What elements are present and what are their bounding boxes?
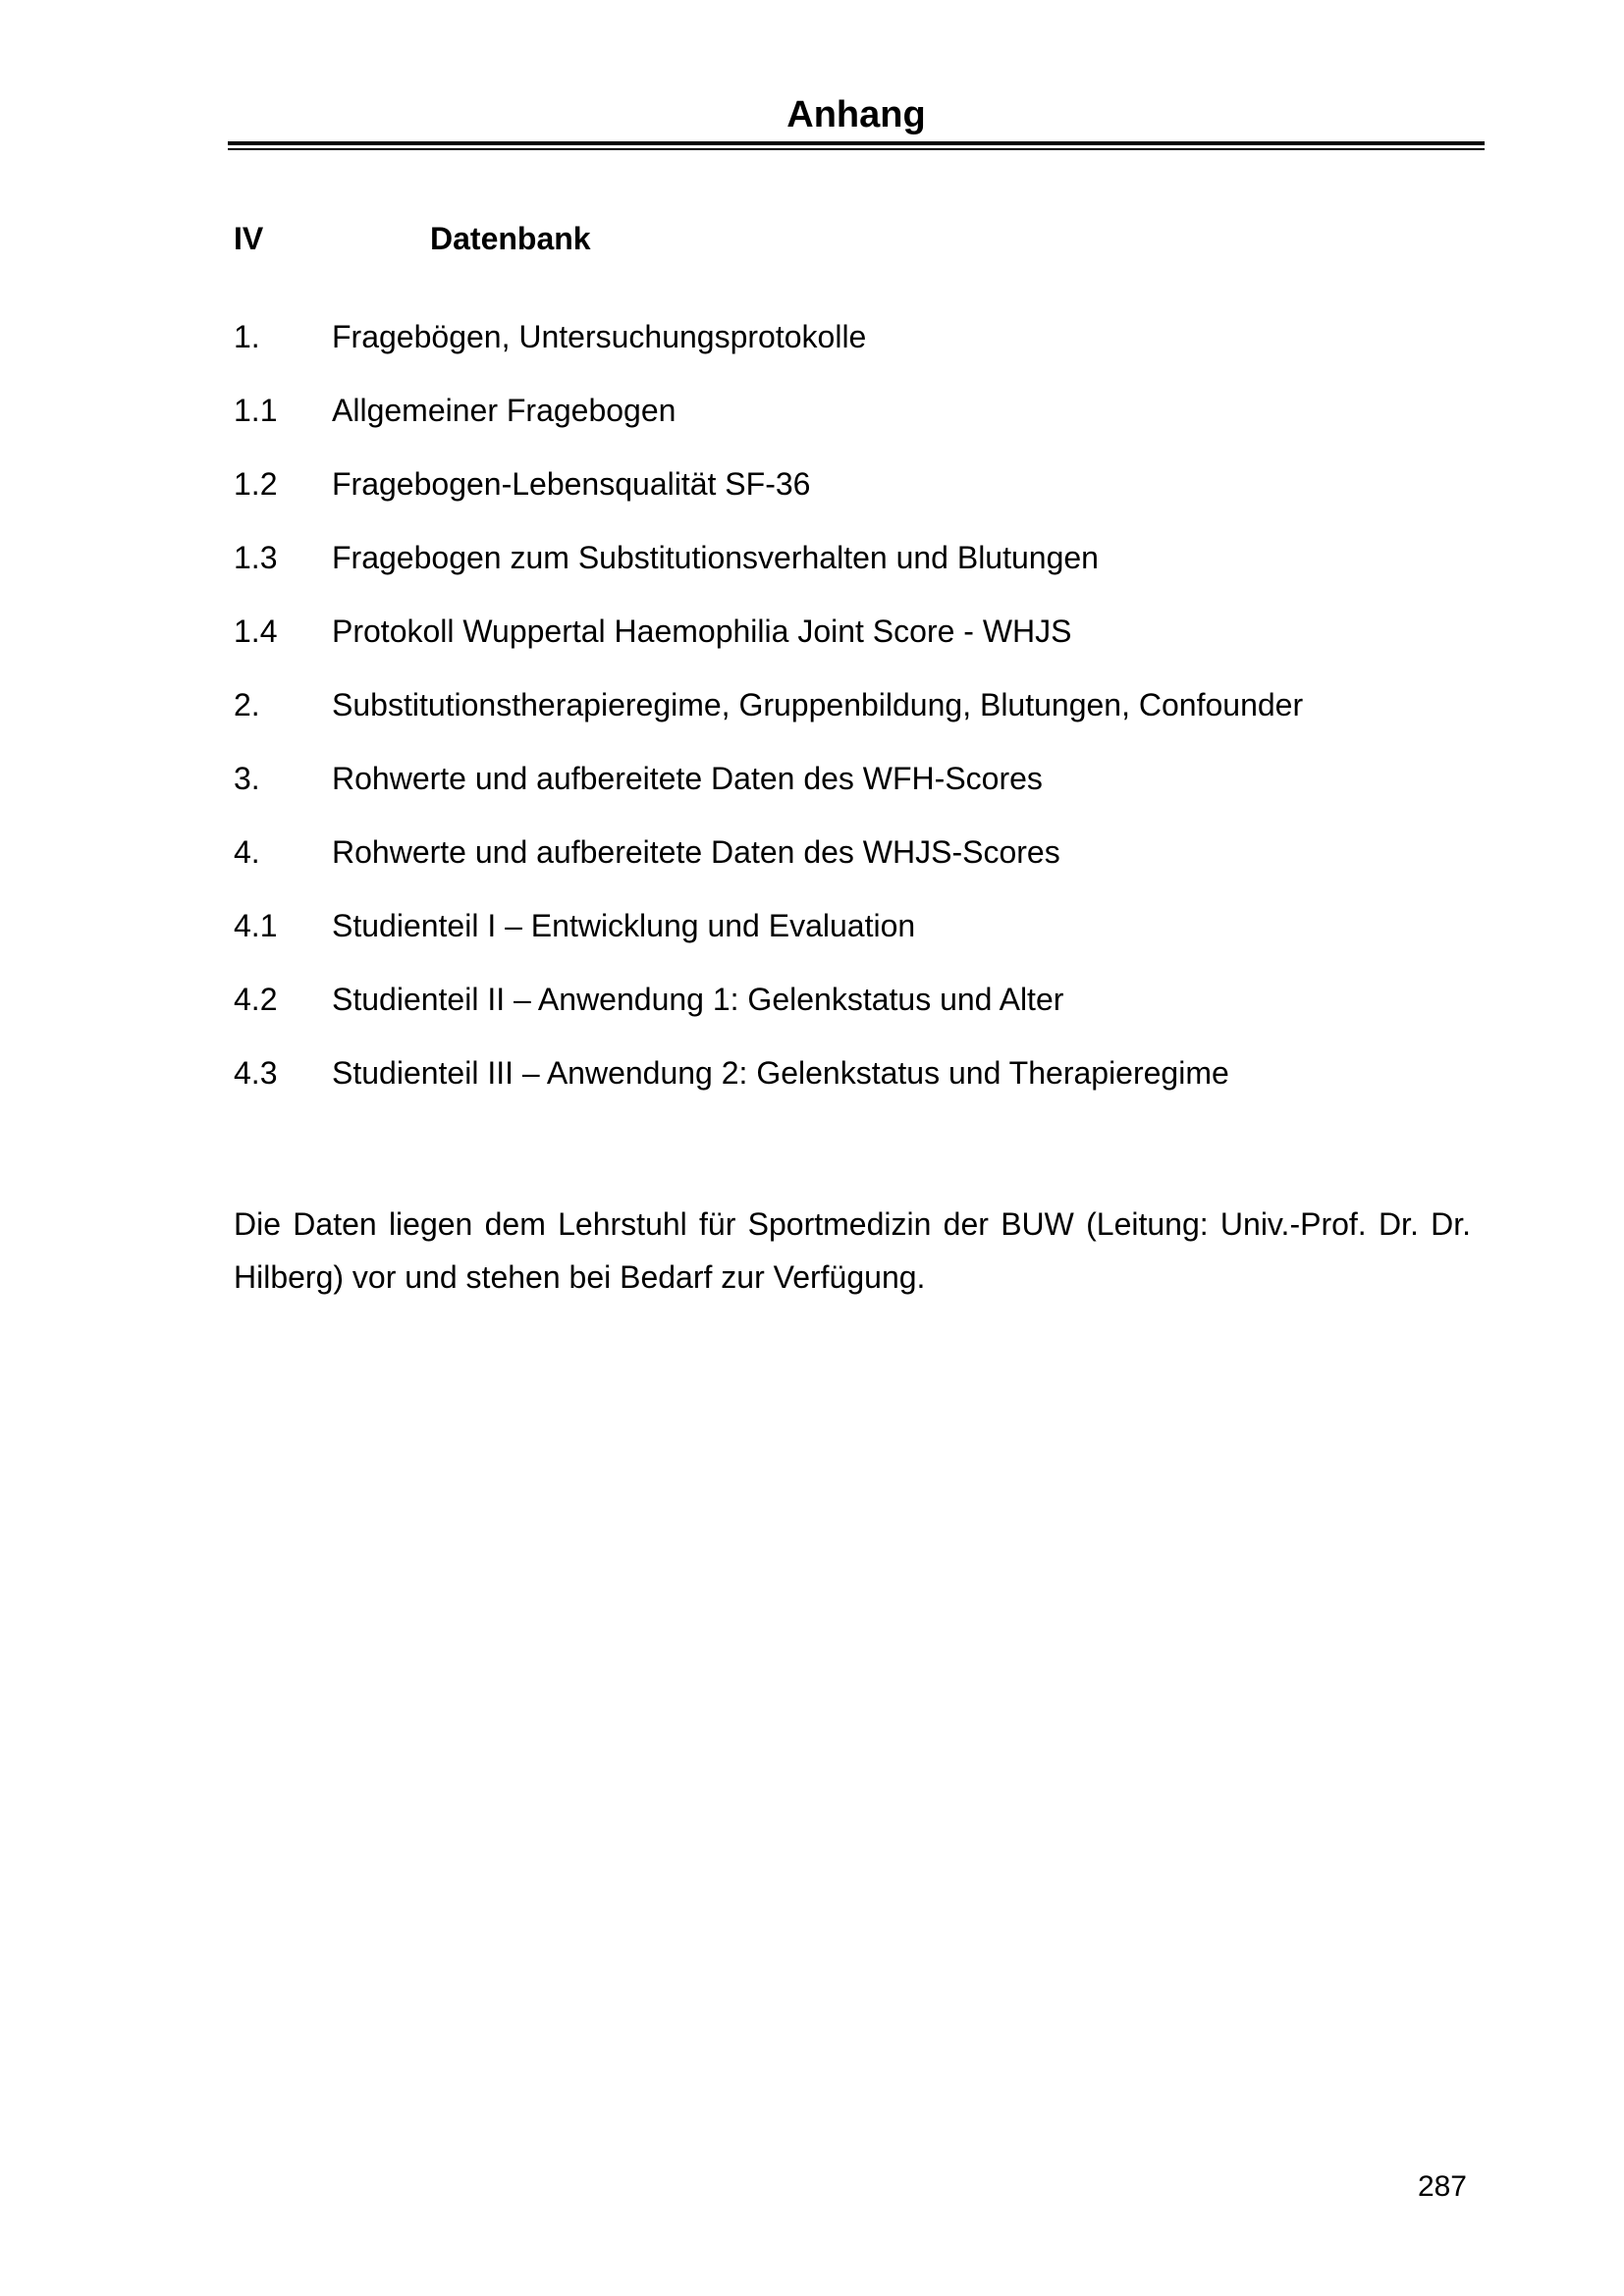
header-rule-thick [228,141,1485,145]
toc-item-number: 1.2 [234,466,278,502]
toc-item [234,905,1481,979]
header-rule-thin [228,148,1485,150]
toc-item-label: Studienteil III – Anwendung 2: Gelenkstatus und Therapieregime [332,1055,1229,1091]
section-title: Datenbank [430,221,591,256]
toc-item [234,316,1481,390]
page-number: 287 [1417,2170,1467,2203]
toc-item-number: 4. [234,834,260,870]
toc-item-number: 1.4 [234,614,278,649]
toc-item [234,979,1481,1052]
toc-item-number: 4.1 [234,908,278,943]
toc-item [234,390,1481,463]
toc-item-number: 4.3 [234,1055,278,1091]
toc-item-number: 2. [234,687,260,722]
toc-item-label: Allgemeiner Fragebogen [332,393,677,428]
toc-item-label: Protokoll Wuppertal Haemophilia Joint Score - WHJS [332,614,1072,649]
toc-item-label: Fragebogen-Lebensqualität SF-36 [332,466,811,502]
toc-item-number: 1.1 [234,393,278,428]
toc-item [234,831,1481,905]
toc-item-label: Studienteil I – Entwicklung und Evaluation [332,908,916,943]
toc-item-label: Rohwerte und aufbereitete Daten des WFH-Scores [332,761,1043,796]
toc-item [234,611,1481,684]
toc-item-number: 1.3 [234,540,278,575]
toc-item [234,537,1481,611]
section-number: IV [234,221,264,256]
toc-item [234,1052,1481,1126]
toc-item-label: Fragebogen zum Substitutionsverhalten und Blutungen [332,540,1099,575]
toc-item [234,758,1481,831]
availability-note: Die Daten liegen dem Lehrstuhl für Sportmedizin der BUW (Leitung: Univ.-Prof. Dr. Dr. Hilberg) vor und stehen bei Bedarf zur Verfügung. [234,1206,1471,1295]
toc-item-label: Rohwerte und aufbereitete Daten des WHJS-Scores [332,834,1060,870]
toc-item-number: 3. [234,761,260,796]
toc-item-label: Substitutionstherapieregime, Gruppenbildung, Blutungen, Confounder [332,687,1304,722]
toc-item-label: Fragebögen, Untersuchungsprotokolle [332,319,867,354]
page-header-title: Anhang [786,94,926,135]
toc-item-number: 4.2 [234,982,278,1017]
toc-item [234,684,1481,758]
toc-item-number: 1. [234,319,260,354]
toc-list [234,316,1481,1126]
toc-item-label: Studienteil II – Anwendung 1: Gelenkstatus und Alter [332,982,1064,1017]
toc-item [234,463,1481,537]
